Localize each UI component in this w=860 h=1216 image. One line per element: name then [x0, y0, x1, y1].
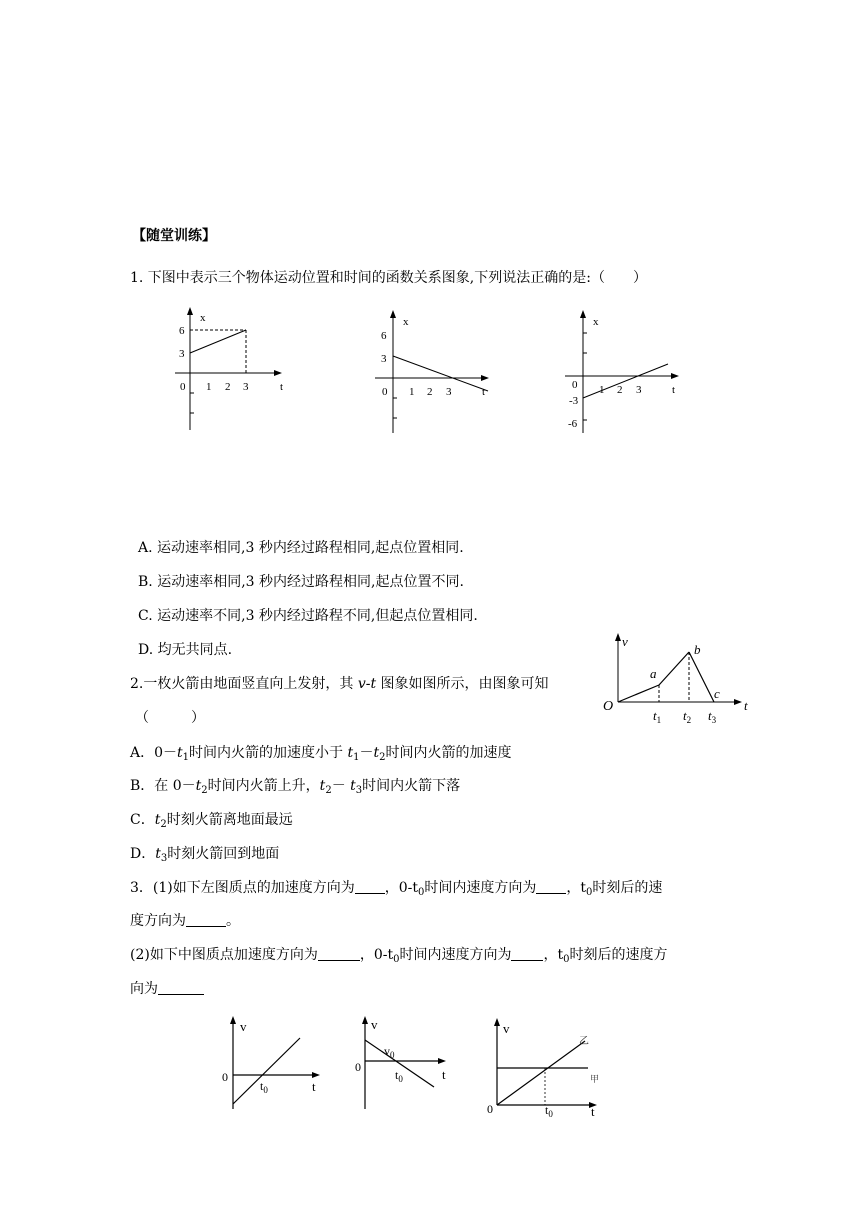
q1g1-x-tick-2: 2 [225, 381, 231, 393]
q3p1-blank-2[interactable] [536, 879, 566, 894]
q1g2-x-tick-2: 2 [427, 386, 433, 398]
q1g3-x-tick-1: 1 [599, 384, 605, 396]
q2g-b-label: b [694, 642, 701, 657]
q3p2-text-b: ，0-t [359, 947, 394, 963]
q1g2-y-tick-6: 6 [381, 330, 387, 342]
q3p2-sub-0: 0 [393, 954, 400, 965]
q1g3-origin: 0 [572, 379, 578, 391]
q2-stem-vt: v-t [357, 676, 377, 692]
q2g-t1: t [653, 708, 657, 723]
q2-option-c [130, 810, 293, 835]
q3p2-blank-2[interactable] [511, 946, 543, 961]
q3-graph-middle [352, 1015, 462, 1115]
q2-vt-graph [598, 632, 758, 724]
q2g-t3: t [708, 708, 712, 723]
q2b-t-3: t [350, 778, 356, 794]
q3p2-text-a: (2)如下中图质点加速度方向为 [130, 947, 318, 963]
q2a-t-2: t [347, 745, 354, 761]
q1g2-x-tick-3: 3 [446, 386, 452, 398]
q1-option-d: D. 均无共同点. [138, 642, 233, 658]
q2b-text-1: B．在 0－ [130, 778, 196, 794]
q3p1-text-c: 时间内速度方向为 [424, 880, 537, 896]
q1g1-y-axis-label: x [200, 312, 206, 324]
q3p1-sub-0: 0 [418, 887, 425, 898]
q2b-sub-2: 2 [325, 785, 332, 796]
q3-part1-line2 [130, 911, 240, 931]
q2b-text-4: 时间内火箭下落 [362, 778, 461, 794]
q1g3-y-tick-neg6: -6 [568, 418, 578, 430]
q2g-v-label: v [622, 634, 628, 649]
q2b-sub: 2 [201, 785, 208, 796]
q2g-t2-sub: 2 [686, 715, 692, 724]
q1g2-x-axis-label: t [482, 386, 486, 398]
q3-part2-line2 [130, 979, 204, 999]
q3-part1-line1 [130, 878, 662, 903]
q1-option-b: B. 运动速率相同,3 秒内经过路程相同,起点位置不同. [138, 574, 464, 590]
svg-text:t3 [708, 708, 717, 724]
q3p1-sub-1: 0 [586, 887, 593, 898]
q3p2-text-c: 时间内速度方向为 [399, 947, 512, 963]
q1g1-x-axis-label: t [280, 381, 284, 393]
q2d-text-1: D． [130, 846, 156, 862]
q2-stem-b: 图象如图所示，由图象可知 [376, 676, 549, 692]
q2a-text-1: A．0－ [130, 745, 178, 761]
q1g1-y-tick-6: 6 [179, 325, 185, 337]
q2-option-b [130, 776, 460, 801]
q3g1-zero: 0 [222, 1070, 228, 1084]
q2c-t: t [154, 812, 161, 828]
q2g-origin: O [603, 699, 614, 714]
q2a-sub: 1 [182, 752, 190, 763]
q1g3-y-tick-neg3: -3 [569, 395, 579, 407]
q2g-t-label: t [744, 698, 748, 713]
section-title: 【随堂训练】 [132, 228, 216, 244]
q1g1-y-tick-3: 3 [179, 348, 185, 360]
svg-text:t2 [683, 708, 691, 724]
q2d-text-2: 时刻火箭回到地面 [167, 846, 280, 862]
q2a-t: t [177, 745, 183, 761]
q3g3-t0-sub: 0 [548, 1109, 553, 1119]
q3-graph-left [220, 1015, 330, 1115]
svg-text:t1 [653, 708, 661, 724]
q3g3-v-label: v [503, 1021, 510, 1036]
q1-option-a: A. 运动速率相同,3 秒内经过路程相同,起点位置相同. [138, 540, 464, 556]
q1g2-y-tick-3: 3 [381, 353, 387, 365]
q1g2-x-tick-1: 1 [409, 386, 415, 398]
q3g2-t0: t [395, 1068, 399, 1082]
q3g2-t0-sub: 0 [398, 1074, 403, 1084]
q1g2-origin: 0 [382, 386, 388, 398]
q3g3-t0: t [545, 1103, 549, 1117]
q3g1-v-label: v [240, 1019, 247, 1034]
q2-option-a [130, 743, 512, 768]
q2-stem [130, 674, 549, 694]
q3-part2-line1 [130, 945, 668, 970]
q2c-sub: 2 [160, 819, 167, 830]
q2-paren: （ ） [135, 710, 205, 726]
q3g3-jia-label: 甲 [590, 1074, 600, 1084]
q2d-t: t [155, 846, 161, 862]
q2d-sub: 3 [160, 853, 168, 864]
q3g3-t-label: t [591, 1104, 595, 1119]
q2b-t: t [195, 778, 202, 794]
q1g1-x-tick-1: 1 [206, 381, 212, 393]
q3p1-text-g: 。 [226, 913, 240, 929]
svg-text:t0 [260, 1079, 268, 1095]
q2b-t-2: t [319, 778, 326, 794]
q3g3-yi-label: 乙 [579, 1036, 589, 1047]
q2g-t1-sub: 1 [656, 715, 662, 724]
q3g2-zero: 0 [355, 1060, 361, 1074]
q3p2-text-e: 时刻后的速度方 [569, 947, 668, 963]
q2a-sub-3: 2 [379, 752, 386, 763]
q2g-a-label: a [650, 666, 657, 681]
q3g2-t-label: t [442, 1067, 446, 1082]
q1-option-c: C. 运动速率不同,3 秒内经过路程不同,但起点位置相同. [138, 608, 478, 624]
svg-text:v0 [384, 1044, 395, 1060]
q3p1-text-a: 3．(1)如下左图质点的加速度方向为 [130, 880, 355, 896]
q2a-t-3: t [373, 745, 380, 761]
svg-text:t0 [395, 1068, 403, 1084]
q3p2-text-f: 向为 [130, 981, 158, 997]
q3p1-text-f: 度方向为 [130, 913, 186, 929]
q1-graph-3 [560, 308, 690, 438]
q3p1-text-e: 时刻后的速 [592, 880, 663, 896]
q2g-t2: t [683, 708, 687, 723]
q1g3-x-axis-label: t [672, 384, 676, 396]
q3g1-t0-sub: 0 [263, 1085, 268, 1095]
q2b-sub-3: 3 [355, 785, 363, 796]
q2c-text-1: C． [130, 812, 155, 828]
q3p1-text-d: ，t [566, 880, 587, 896]
q1-graph-2 [370, 308, 500, 438]
q3p2-text-d: ，t [543, 947, 564, 963]
q3g1-t-label: t [312, 1079, 316, 1094]
q3g2-v0: v [384, 1044, 390, 1058]
q2c-text-2: 时刻火箭离地面最远 [166, 812, 293, 828]
q1g3-y-axis-label: x [593, 316, 599, 328]
q1g3-x-tick-2: 2 [617, 384, 623, 396]
q3g2-v-label: v [371, 1017, 378, 1032]
q1-stem: 1. 下图中表示三个物体运动位置和时间的函数关系图象,下列说法正确的是:（ ） [130, 270, 647, 286]
q2a-text-2: 时间内火箭的加速度小于 [189, 745, 348, 761]
q1-graph-1 [170, 305, 300, 435]
q1g1-x-tick-3: 3 [243, 381, 249, 393]
q1g2-y-axis-label: x [403, 316, 409, 328]
q2g-t3-sub: 3 [711, 715, 717, 724]
q3g2-v0-sub: 0 [390, 1050, 395, 1060]
q3p1-blank-1[interactable] [355, 879, 385, 894]
q1g1-origin: 0 [180, 381, 186, 393]
q2-stem-a: 2.一枚火箭由地面竖直向上发射，其 [130, 676, 358, 692]
q3g3-zero: 0 [487, 1102, 493, 1116]
q2g-c-label: c [714, 686, 720, 701]
q2a-text-3: － [359, 745, 374, 761]
q3p2-blank-3[interactable] [158, 980, 204, 995]
q2a-sub-2: 1 [353, 752, 360, 763]
q3p2-blank-1[interactable] [318, 946, 360, 961]
q2b-text-2: 时间内火箭上升， [207, 778, 320, 794]
q2-option-d [130, 844, 279, 869]
q2a-text-4: 时间内火箭的加速度 [385, 745, 512, 761]
q3p2-sub-1: 0 [563, 954, 570, 965]
q2b-text-3: － [331, 778, 351, 794]
q3-graph-right [483, 1015, 613, 1120]
q1g3-x-tick-3: 3 [636, 384, 642, 396]
q3p1-blank-3[interactable] [186, 912, 226, 927]
q3g1-t0: t [260, 1079, 264, 1093]
q3p1-text-b: ，0-t [384, 880, 419, 896]
